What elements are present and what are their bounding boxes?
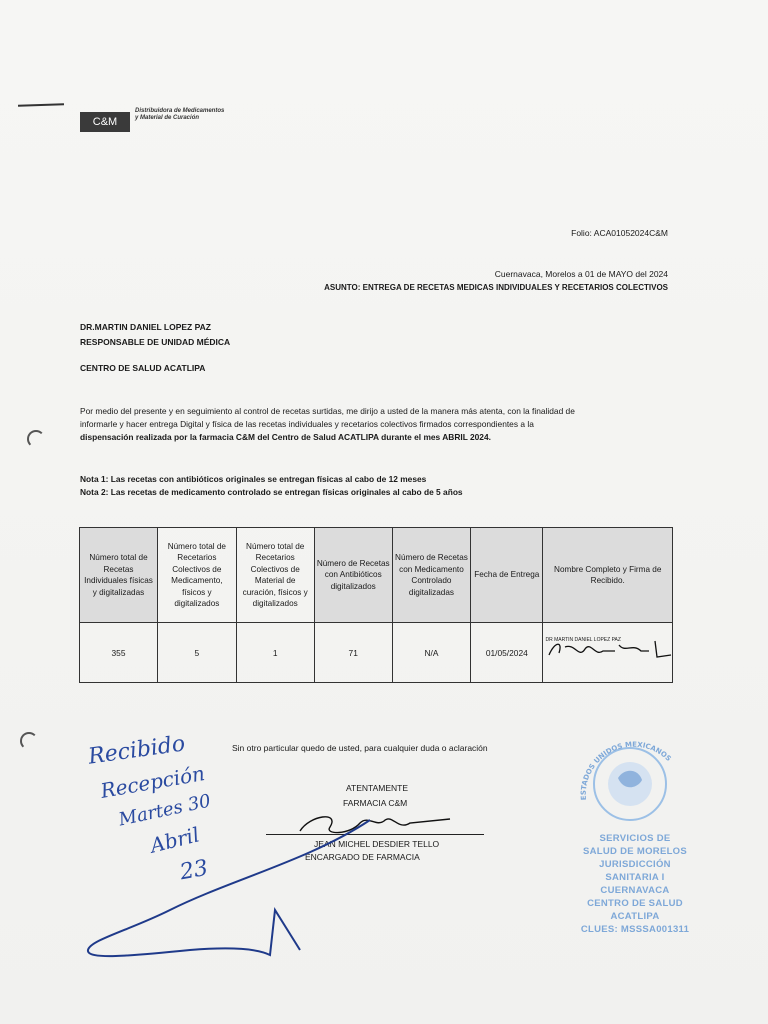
table-header: Número de Recetas con Antibióticos digitalizados: [314, 528, 392, 623]
table-cell: N/A: [392, 623, 470, 683]
stamp-line: JURISDICCIÓN: [599, 859, 671, 870]
stamp-line: ACATLIPA: [610, 911, 660, 922]
stamp-line: SERVICIOS DE: [599, 833, 671, 844]
body-line-2: informarle y hacer entrega Digital y física de las recetas individuales y recetarios colectivos firmados correspondientes a la: [80, 419, 534, 429]
delivery-table: [79, 527, 673, 683]
pen-stroke: [70, 800, 430, 980]
body-line-3: dispensación realizada por la farmacia C&M del Centro de Salud ACATLIPA durante el mes ABRIL 2024.: [80, 432, 491, 442]
receiver-signature: [545, 633, 675, 663]
sign-company: FARMACIA C&M: [343, 798, 408, 808]
company-logo: C&M: [80, 112, 130, 132]
table-cell: 1: [236, 623, 314, 683]
handwritten-note-4: Abril: [147, 822, 202, 858]
table-header: Número total de Recetas Individuales físicas y digitalizadas: [80, 528, 158, 623]
table-header: Fecha de Entrega: [471, 528, 543, 623]
body-line-1: Por medio del presente y en seguimiento al control de recetas surtidas, me dirijo a usted de la manera más atenta, con la finalidad de: [80, 406, 575, 416]
table-cell: 355: [80, 623, 158, 683]
handwritten-note-1: Recibido: [86, 731, 187, 770]
table-cell: 71: [314, 623, 392, 683]
note-1: Nota 1: Las recetas con antibióticos originales se entregan físicas al cabo de 12 meses: [80, 474, 427, 484]
table-header: Número total de Recetarios Colectivos de Medicamento, físicos y digitalizados: [158, 528, 237, 623]
punch-hole: [27, 430, 45, 448]
stamp-line: SANITARIA I: [605, 872, 665, 883]
stamp-line: CUERNAVACA: [600, 885, 670, 896]
punch-hole: [20, 732, 38, 750]
closing-line: Sin otro particular quedo de usted, para cualquier duda o aclaración: [232, 743, 488, 753]
recipient-center: CENTRO DE SALUD ACATLIPA: [80, 363, 206, 373]
table-cell: 01/05/2024: [471, 623, 543, 683]
table-header: Nombre Completo y Firma de Recibido.: [543, 528, 673, 623]
sign-atentamente: ATENTAMENTE: [346, 783, 409, 793]
stamp-line: CLUES: MSSSA001311: [580, 924, 690, 935]
stamp-line: SALUD DE MORELOS: [582, 846, 688, 857]
stamp-ring-text: ESTADOS UNIDOS MEXICANOS: [579, 740, 673, 801]
stamp-line: CENTRO DE SALUD: [587, 898, 683, 909]
table-header-row: [80, 528, 673, 623]
handwritten-note-2: Recepción: [98, 761, 207, 803]
receiver-name: DR MARTIN DANIEL LOPEZ PAZ: [545, 637, 621, 643]
date-line: Cuernavaca, Morelos a 01 de MAYO del 2024: [494, 269, 668, 279]
handwritten-note-5: 23: [178, 855, 210, 886]
table-header: Número total de Recetarios Colectivos de Material de curación, físicos y digitalizados: [236, 528, 314, 623]
handwritten-note-3: Martes 30: [116, 790, 213, 831]
table-row: [80, 623, 673, 683]
note-2: Nota 2: Las recetas de medicamento controlado se entregan físicas originales al cabo de 5 años: [80, 487, 463, 497]
company-logo-subtitle: Distribuidora de Medicamentos y Material de Curación: [135, 108, 225, 121]
recipient-role: RESPONSABLE DE UNIDAD MÉDICA: [80, 337, 231, 347]
pen-mark: [18, 103, 64, 107]
sign-name: JEAN MICHEL DESDIER TELLO: [314, 839, 440, 849]
folio: Folio: ACA01052024C&M: [571, 228, 668, 238]
table-cell: 5: [158, 623, 237, 683]
table-header: Número de Recetas con Medicamento Controlado digitalizadas: [392, 528, 470, 623]
official-stamp-seal: [568, 722, 698, 832]
subject: ASUNTO: ENTREGA DE RECETAS MEDICAS INDIVIDUALES Y RECETARIOS COLECTIVOS: [324, 283, 668, 292]
table-cell-signature: [543, 623, 673, 683]
recipient-name: DR.MARTIN DANIEL LOPEZ PAZ: [80, 322, 211, 332]
stamp-text: [555, 832, 715, 936]
sign-role: ENCARGADO DE FARMACIA: [305, 852, 420, 862]
